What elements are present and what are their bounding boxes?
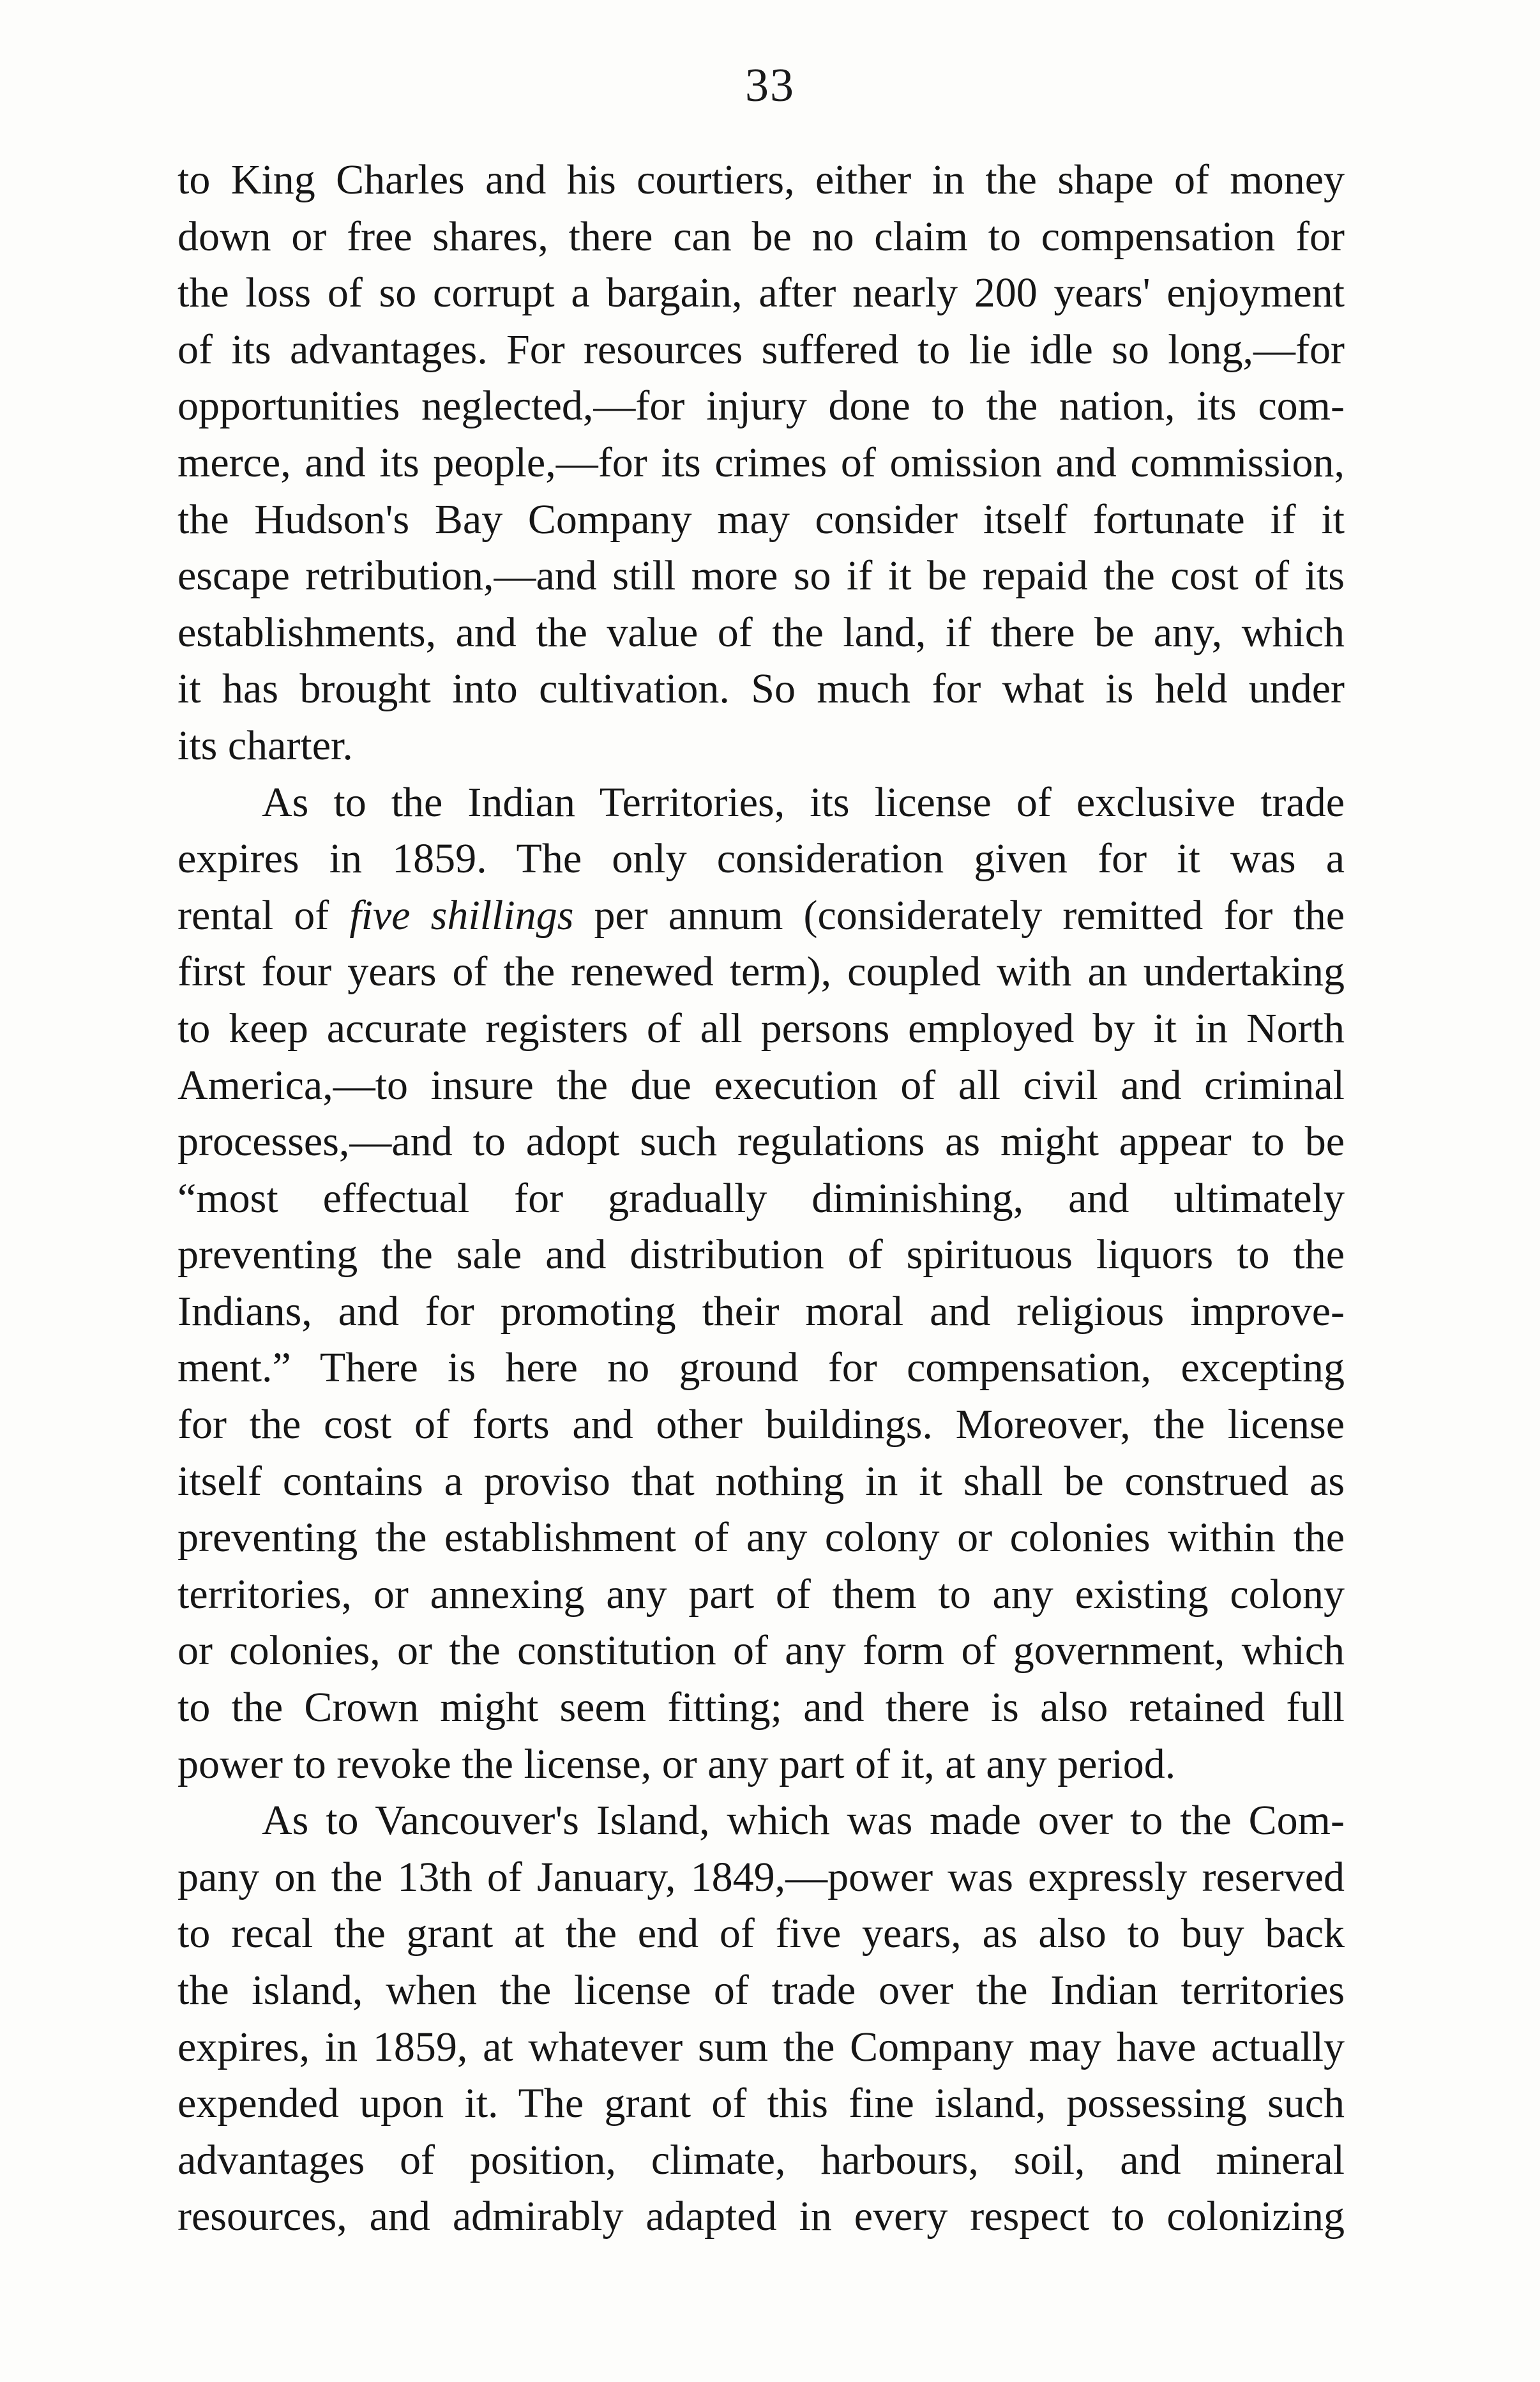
page-number: 33 bbox=[745, 59, 795, 112]
text-line: As to the Indian Territories, its license of exclusive trade bbox=[262, 778, 1345, 826]
text-line: it has brought into cultivation. So much for what is held under bbox=[177, 665, 1345, 713]
body-text bbox=[177, 152, 1345, 2245]
paragraph-1 bbox=[177, 152, 1345, 775]
text-line: territories, or annexing any part of them to any existing colony bbox=[177, 1570, 1345, 1618]
text-line: first four years of the renewed term), coupled with an undertaking bbox=[177, 948, 1345, 996]
text-line: Indians, and for promoting their moral and religious improve- bbox=[177, 1287, 1345, 1335]
text-line: power to revoke the license, or any part of it, at any period. bbox=[177, 1740, 1176, 1787]
text-line: preventing the establishment of any colony or colonies within the bbox=[177, 1514, 1345, 1561]
text-line: the loss of so corrupt a bargain, after nearly 200 years' enjoyment bbox=[177, 269, 1345, 317]
text-line: expended upon it. The grant of this fine island, possessing such bbox=[177, 2080, 1345, 2127]
text-line: escape retribution,—and still more so if it be repaid the cost of its bbox=[177, 552, 1345, 600]
text-line: pany on the 13th of January, 1849,—power was expressly reserved bbox=[177, 1853, 1345, 1900]
text-line: to recal the grant at the end of five years, as also to buy back bbox=[177, 1910, 1345, 1957]
text-line: establishments, and the value of the land, if there be any, which bbox=[177, 609, 1345, 656]
text-line: expires in 1859. The only consideration given for it was a bbox=[177, 835, 1345, 883]
text-line: for the cost of forts and other buildings. Moreover, the license bbox=[177, 1401, 1345, 1448]
text-line: America,—to insure the due execution of all civil and criminal bbox=[177, 1061, 1345, 1109]
text-line: the island, when the license of trade over the Indian territories bbox=[177, 1967, 1345, 2014]
text-line: merce, and its people,—for its crimes of omission and commission, bbox=[177, 439, 1345, 486]
text-line: resources, and admirably adapted in every respect to colonizing bbox=[177, 2193, 1345, 2240]
text-line: preventing the sale and distribution of spirituous liquors to the bbox=[177, 1231, 1345, 1278]
text-line: the Hudson's Bay Company may consider itself fortunate if it bbox=[177, 496, 1345, 543]
text-line: processes,—and to adopt such regulations as might appear to be bbox=[177, 1118, 1345, 1165]
text-line: opportunities neglected,—for injury done to the nation, its com- bbox=[177, 383, 1345, 430]
text-line: expires, in 1859, at whatever sum the Company may have actually bbox=[177, 2023, 1345, 2070]
text-line: As to Vancouver's Island, which was made over to the Com- bbox=[262, 1797, 1345, 1844]
text-line: to keep accurate registers of all persons employed by it in North bbox=[177, 1005, 1345, 1052]
italic-phrase: five shillings bbox=[349, 891, 574, 939]
text-line: advantages of position, climate, harbours, soil, and mineral bbox=[177, 2136, 1345, 2183]
paragraph-3 bbox=[177, 1793, 1345, 2245]
text-line: or colonies, or the constitution of any form of government, which bbox=[177, 1627, 1345, 1674]
text-line: to King Charles and his courtiers, either in the shape of money bbox=[177, 156, 1345, 203]
text-line: its charter. bbox=[177, 722, 353, 769]
text-line: “most effectual for gradually diminishing, and ultimately bbox=[177, 1174, 1345, 1222]
text-line: ment.” There is here no ground for compensation, excepting bbox=[177, 1344, 1345, 1392]
text-line: rental of five shillings per annum (considerately remitted for the bbox=[177, 891, 1345, 939]
text-line: down or free shares, there can be no claim to compensation for bbox=[177, 213, 1345, 260]
text-line: to the Crown might seem fitting; and there is also retained full bbox=[177, 1684, 1345, 1731]
paragraph-2 bbox=[177, 775, 1345, 1793]
text-line: of its advantages. For resources suffered to lie idle so long,—for bbox=[177, 326, 1345, 373]
text-line: itself contains a proviso that nothing in it shall be construed as bbox=[177, 1457, 1345, 1505]
